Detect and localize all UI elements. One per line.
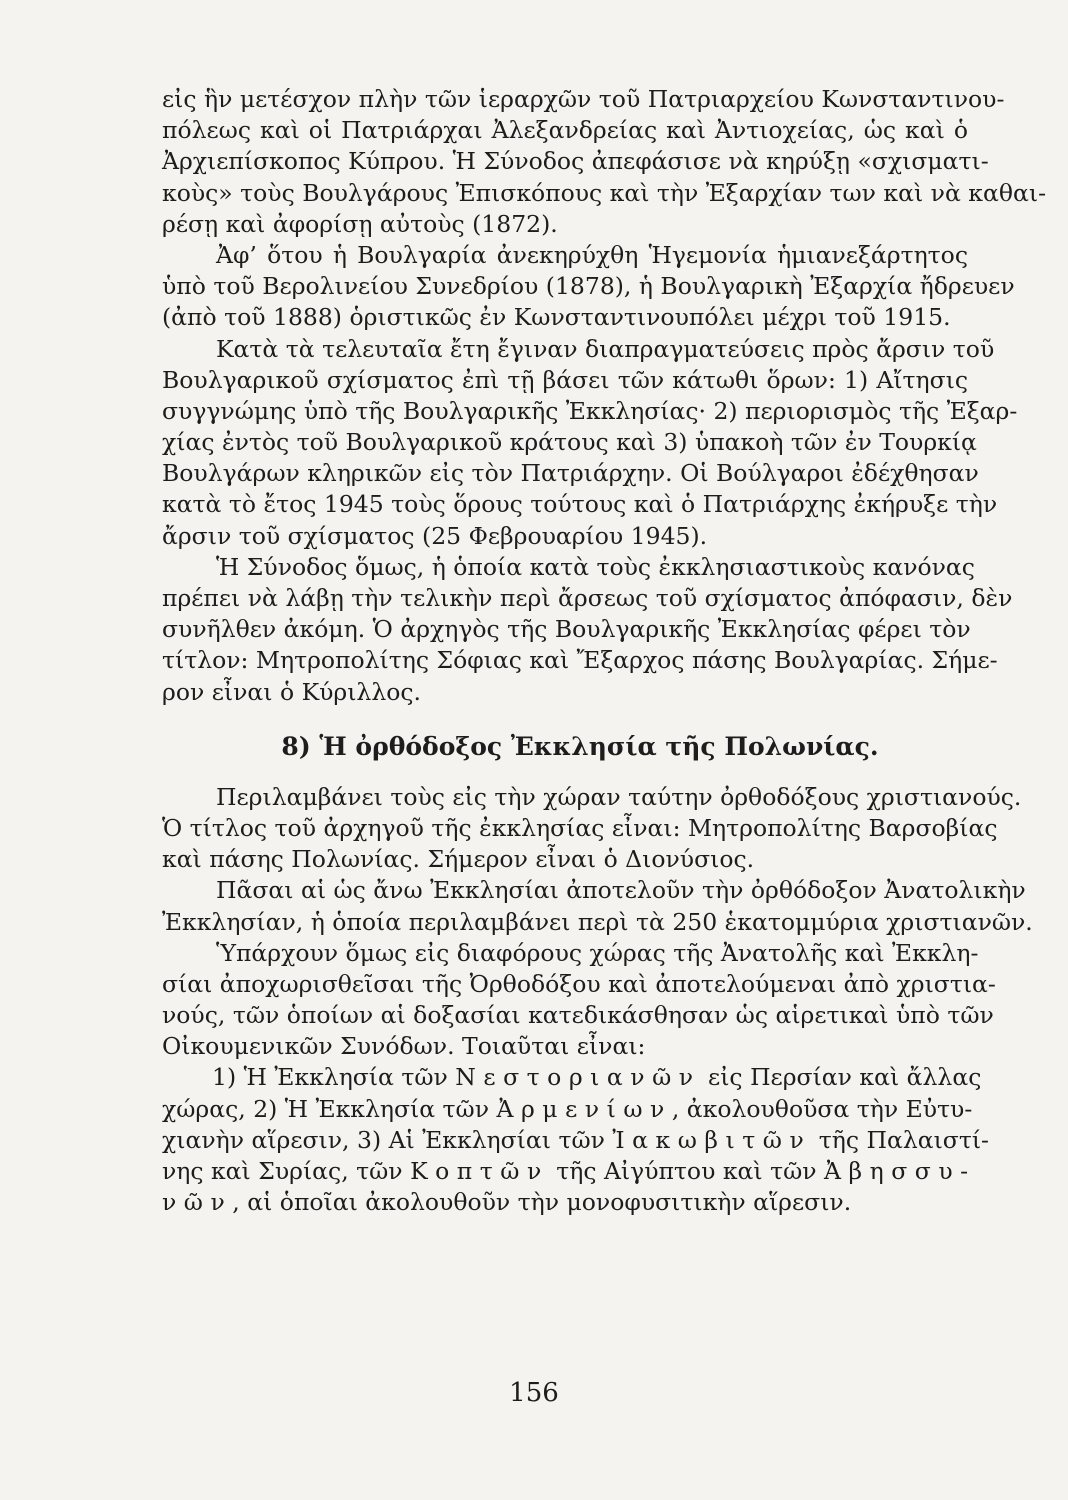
text-line: κοὺς» τοὺς Βουλγάρους Ἐπισκόπους καὶ τὴν Ἐξαρχίαν των καὶ νὰ καθαι- — [162, 178, 1047, 207]
text-run: νης καὶ Συρίας, τῶν — [162, 1157, 411, 1185]
text-line: νούς, τῶν ὁποίων αἱ δοξασίαι κατεδικάσθησαν ὡς αἱρετικαὶ ὑπὸ τῶν — [162, 1001, 994, 1030]
section-heading: 8) Ἡ ὀρθόδοξος Ἐκκλησία τῆς Πολωνίας. — [281, 731, 879, 761]
text-line: Πᾶσαι αἱ ὡς ἄνω Ἐκκλησίαι ἀποτελοῦν τὴν ὀρθόδοξον Ἀνατολικὴν — [216, 876, 1026, 905]
paragraph-4 — [162, 552, 1013, 708]
page-number: 156 — [509, 1378, 559, 1408]
text-run: 1) Ἡ Ἐκκλησία τῶν — [212, 1063, 456, 1092]
paragraph-2 — [162, 240, 1015, 334]
text-line — [162, 1125, 989, 1156]
paragraph-8 — [162, 1062, 989, 1218]
text-run: , ἀκολουθοῦσα τὴν Εὐτυ- — [671, 1094, 973, 1123]
text-line: Βουλγάρων κληρικῶν εἰς τὸν Πατριάρχην. Οἱ Βούλγαροι ἐδέχθησαν — [162, 459, 979, 488]
text-run: τῆς Αἰγύπτου καὶ τῶν — [548, 1157, 824, 1185]
text-line — [162, 1187, 968, 1218]
text-line — [162, 1062, 982, 1093]
text-line: πρέπει νὰ λάβῃ τὴν τελικὴν περὶ ἄρσεως τοῦ σχίσματος ἀπόφασιν, δὲν — [162, 584, 1013, 612]
spaced-name: Κοπτῶν — [410, 1157, 549, 1185]
spaced-name: Ἀρμενίων — [496, 1094, 672, 1123]
text-line: Βουλγαρικοῦ σχίσματος ἐπὶ τῇ βάσει τῶν κάτωθι ὅρων: 1) Αἴτησις — [162, 365, 968, 394]
text-line: ρέσῃ καὶ ἀφορίσῃ αὐτοὺς (1872). — [162, 209, 558, 238]
text-line: συγγνώμης ὑπὸ τῆς Βουλγαρικῆς Ἐκκλησίας· 2) περιορισμὸς τῆς Ἐξαρ- — [162, 396, 1018, 425]
text-line: Ὑπάρχουν ὅμως εἰς διαφόρους χώρας τῆς Ἀνατολῆς καὶ Ἐκκλη- — [216, 938, 979, 967]
text-line: Οἰκουμενικῶν Συνόδων. Τοιαῦται εἶναι: — [162, 1032, 646, 1061]
text-line: (ἀπὸ τοῦ 1888) ὁριστικῶς ἐν Κωνσταντινουπόλει μέχρι τοῦ 1915. — [162, 303, 951, 332]
text-line: ἄρσιν τοῦ σχίσματος (25 Φεβρουαρίου 1945). — [162, 521, 708, 550]
text-line: σίαι ἀποχωρισθεῖσαι τῆς Ὀρθοδόξου καὶ ἀποτελούμεναι ἀπὸ χριστια- — [162, 969, 996, 998]
text-line: χίας ἐντὸς τοῦ Βουλγαρικοῦ κράτους καὶ 3) ὑπακοὴ τῶν ἐν Τουρκίᾳ — [162, 428, 977, 457]
text-line: Ἐκκλησίαν, ἡ ὁποία περιλαμβάνει περὶ τὰ 250 ἑκατομμύρια χριστιανῶν. — [162, 907, 1033, 936]
text-run: τῆς Παλαιστί- — [811, 1125, 989, 1154]
text-line: Ὁ τίτλος τοῦ ἀρχηγοῦ τῆς ἐκκλησίας εἶναι: Μητροπολίτης Βαρσοβίας — [162, 813, 998, 842]
text-run: χώρας, 2) Ἡ Ἐκκλησία τῶν — [162, 1094, 497, 1123]
spaced-name: Ἀβησσυ- — [824, 1157, 976, 1185]
text-line: ὑπὸ τοῦ Βερολινείου Συνεδρίου (1878), ἡ Βουλγαρικὴ Ἐξαρχία ἤδρευεν — [162, 272, 1015, 301]
text-line: Περιλαμβάνει τοὺς εἰς τὴν χώραν ταύτην ὀρθοδόξους χριστιανούς. — [216, 782, 1022, 811]
text-line: Ἀφ’ ὅτου ἡ Βουλγαρία ἀνεκηρύχθη Ἡγεμονία ἡμιανεξάρτητος — [216, 240, 968, 269]
text-line — [162, 1156, 976, 1187]
paragraph-5 — [162, 782, 1022, 876]
spaced-name: Νεστοριανῶν — [455, 1063, 701, 1092]
text-line — [162, 1094, 973, 1125]
text-line: Ἀρχιεπίσκοπος Κύπρου. Ἡ Σύνοδος ἀπεφάσισε νὰ κηρύξῃ «σχισματι- — [162, 147, 989, 176]
text-line: κατὰ τὸ ἔτος 1945 τοὺς ὅρους τούτους καὶ ὁ Πατριάρχης ἐκήρυξε τὴν — [162, 490, 998, 519]
paragraph-6 — [162, 875, 1033, 937]
text-line: πόλεως καὶ οἱ Πατριάρχαι Ἀλεξανδρείας καὶ Ἀντιοχείας, ὡς καὶ ὁ — [162, 116, 968, 145]
paragraph-3 — [162, 334, 1018, 552]
paragraph-1 — [162, 84, 1047, 240]
text-line: τίτλον: Μητροπολίτης Σόφιας καὶ Ἔξαρχος πάσης Βουλγαρίας. Σήμε- — [162, 646, 998, 675]
text-line: καὶ πάσης Πολωνίας. Σήμερον εἶναι ὁ Διονύσιος. — [162, 845, 755, 874]
text-line: Κατὰ τὰ τελευταῖα ἔτη ἔγιναν διαπραγματεύσεις πρὸς ἄρσιν τοῦ — [216, 334, 995, 363]
text-line: ρον εἶναι ὁ Κύριλλος. — [162, 677, 422, 706]
text-run: , αἱ ὁποῖαι ἀκολουθοῦν τὴν μονοφυσιτικὴν αἵρεσιν. — [232, 1188, 852, 1217]
paragraph-7 — [162, 938, 996, 1063]
text-line: εἰς ἣν μετέσχον πλὴν τῶν ἱεραρχῶν τοῦ Πατριαρχείου Κωνσταντινου- — [162, 85, 1005, 113]
text-run: χιανὴν αἵρεσιν, 3) Αἱ Ἐκκλησίαι τῶν — [162, 1125, 613, 1154]
text-line: συνῆλθεν ἀκόμη. Ὁ ἀρχηγὸς τῆς Βουλγαρικῆς Ἐκκλησίας φέρει τὸν — [162, 615, 971, 644]
text-line: Ἡ Σύνοδος ὅμως, ἡ ὁποία κατὰ τοὺς ἐκκλησιαστικοὺς κανόνας — [216, 552, 975, 581]
spaced-name: Ἰακωβιτῶν — [612, 1125, 812, 1154]
spaced-name: νῶν — [162, 1188, 233, 1217]
text-run: εἰς Περσίαν καὶ ἄλλας — [700, 1063, 982, 1092]
